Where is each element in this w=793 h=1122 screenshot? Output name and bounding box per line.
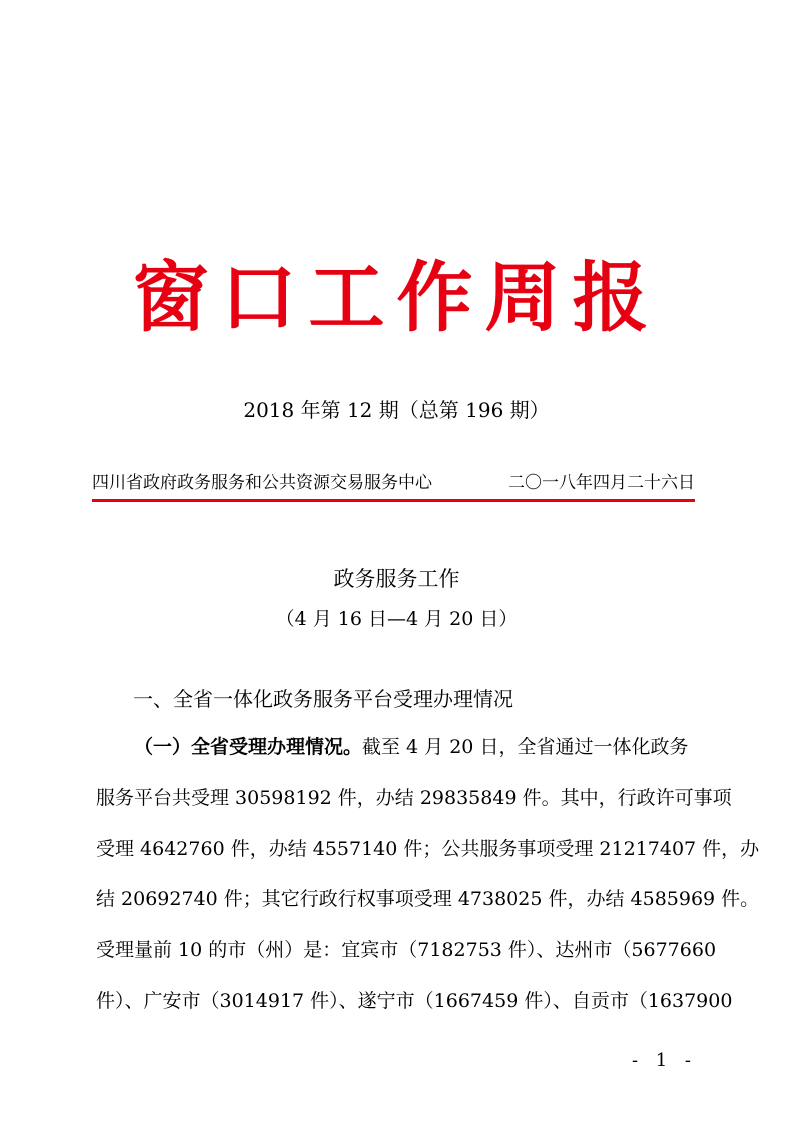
paragraph-text: 截至 4 月 20 日，全省通过一体化政务: [362, 736, 689, 758]
paragraph-line: 服务平台共受理 30598192 件，办结 29835849 件。其中，行政许可事项: [96, 786, 732, 809]
issue-date: 二〇一八年四月二十六日: [508, 473, 695, 493]
paragraph-line: 受理量前 10 的市（州）是：宜宾市（7182753 件）、达州市（5677660: [96, 939, 717, 962]
heading-level-1: 一、全省一体化政务服务平台受理办理情况: [133, 687, 513, 711]
section-date-range: （4 月 16 日—4 月 20 日）: [275, 608, 518, 630]
red-divider: [92, 499, 695, 502]
paragraph-line: 受理 4642760 件，办结 4557140 件；公共服务事项受理 21217407 件，办: [96, 837, 760, 860]
masthead-title: 窗口工作周报: [132, 253, 661, 342]
issue-number: 2018 年第 12 期（总第 196 期）: [243, 398, 550, 422]
page-number: - 1 -: [631, 1050, 697, 1071]
paragraph-line: [96, 722, 696, 773]
paragraph-line: 件）、广安市（3014917 件）、遂宁市（1667459 件）、自贡市（1637900: [96, 989, 733, 1012]
body-paragraph: [96, 722, 760, 1027]
header-line: [92, 470, 695, 496]
paragraph-lead: （一）全省受理办理情况。: [134, 736, 363, 758]
section-title: 政务服务工作: [333, 567, 460, 591]
issuing-organization: 四川省政府政务服务和公共资源交易服务中心: [92, 473, 432, 493]
paragraph-line: 结 20692740 件；其它行政行权事项受理 4738025 件，办结 4585969 件。: [96, 888, 760, 911]
